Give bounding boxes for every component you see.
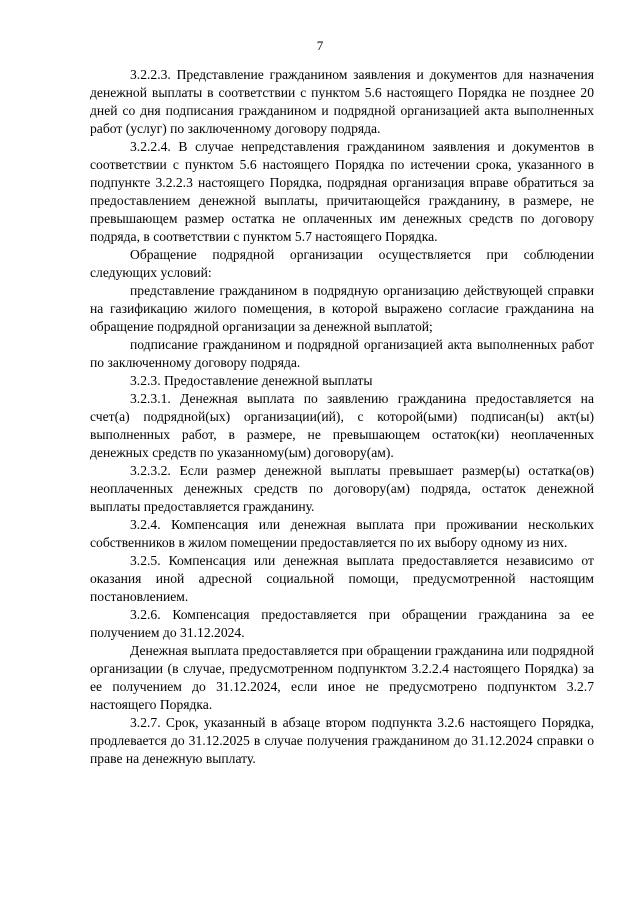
paragraph-3-2-3-1: 3.2.3.1. Денежная выплата по заявлению гражданина предоставляется на счет(а) подрядной(ых) организации(ий), с которой(ыми) подписан(ы) акт(ы) выполненных работ, в размере, не превышающем остаток(ки) неоплаченных денежных средств по указанному(ым) договору(ам). [90, 391, 594, 460]
paragraph-condition-1: представление гражданином в подрядную организацию действующей справки на газификацию жилого помещения, в которой выражено согласие гражданина на обращение подрядной организации за денежной выплатой; [90, 283, 594, 334]
paragraph-3-2-6: 3.2.6. Компенсация предоставляется при обращении гражданина за ее получением до 31.12.2024. [90, 607, 594, 640]
paragraph-3-2-4: 3.2.4. Компенсация или денежная выплата при проживании нескольких собственников в жилом помещении предоставляется по их выбору одному из них. [90, 517, 594, 550]
document-body [90, 66, 594, 768]
paragraph-3-2-5: 3.2.5. Компенсация или денежная выплата предоставляется независимо от оказания иной адресной социальной помощи, предусмотренной настоящим постановлением. [90, 553, 594, 604]
paragraph-3-2-2-3: 3.2.2.3. Представление гражданином заявления и документов для назначения денежной выплаты в соответствии с пунктом 5.6 настоящего Порядка не позднее 20 дней со дня подписания гражданином и подрядной организацией акта выполненных работ (услуг) по заключенному договору подряда. [90, 67, 594, 136]
paragraph-3-2-2-4: 3.2.2.4. В случае непредставления гражданином заявления и документов в соответствии с пунктом 5.6 настоящего Порядка по истечении срока, указанного в подпункте 3.2.2.3 настоящего Порядка, подрядная организация вправе обратиться за предоставлением денежной выплаты, причитающейся гражданину, в размере, не превышающем размер остатка не оплаченных им денежных средств по договору подряда, в соответствии с пунктом 5.7 настоящего Порядка. [90, 139, 594, 244]
paragraph-3-2-3-2: 3.2.3.2. Если размер денежной выплаты превышает размер(ы) остатка(ов) неоплаченных денежных средств по договору(ам) подряда, остаток денежной выплаты предоставляется гражданину. [90, 463, 594, 514]
paragraph-conditions-intro: Обращение подрядной организации осуществляется при соблюдении следующих условий: [90, 247, 594, 280]
paragraph-condition-2: подписание гражданином и подрядной организацией акта выполненных работ по заключенному договору подряда. [90, 337, 594, 370]
paragraph-3-2-3-heading: 3.2.3. Предоставление денежной выплаты [130, 373, 373, 388]
page-number: 7 [316, 38, 324, 53]
paragraph-3-2-6-second: Денежная выплата предоставляется при обращении гражданина или подрядной организации (в случае, предусмотренном подпунктом 3.2.2.4 настоящего Порядка) за ее получением до 31.12.2024, если иное не предусмотрено подпунктом 3.2.7 настоящего Порядка. [90, 643, 594, 712]
paragraph-3-2-7: 3.2.7. Срок, указанный в абзаце втором подпункта 3.2.6 настоящего Порядка, продлевается до 31.12.2025 в случае получения гражданином до 31.12.2024 справки о праве на денежную выплату. [90, 715, 594, 766]
